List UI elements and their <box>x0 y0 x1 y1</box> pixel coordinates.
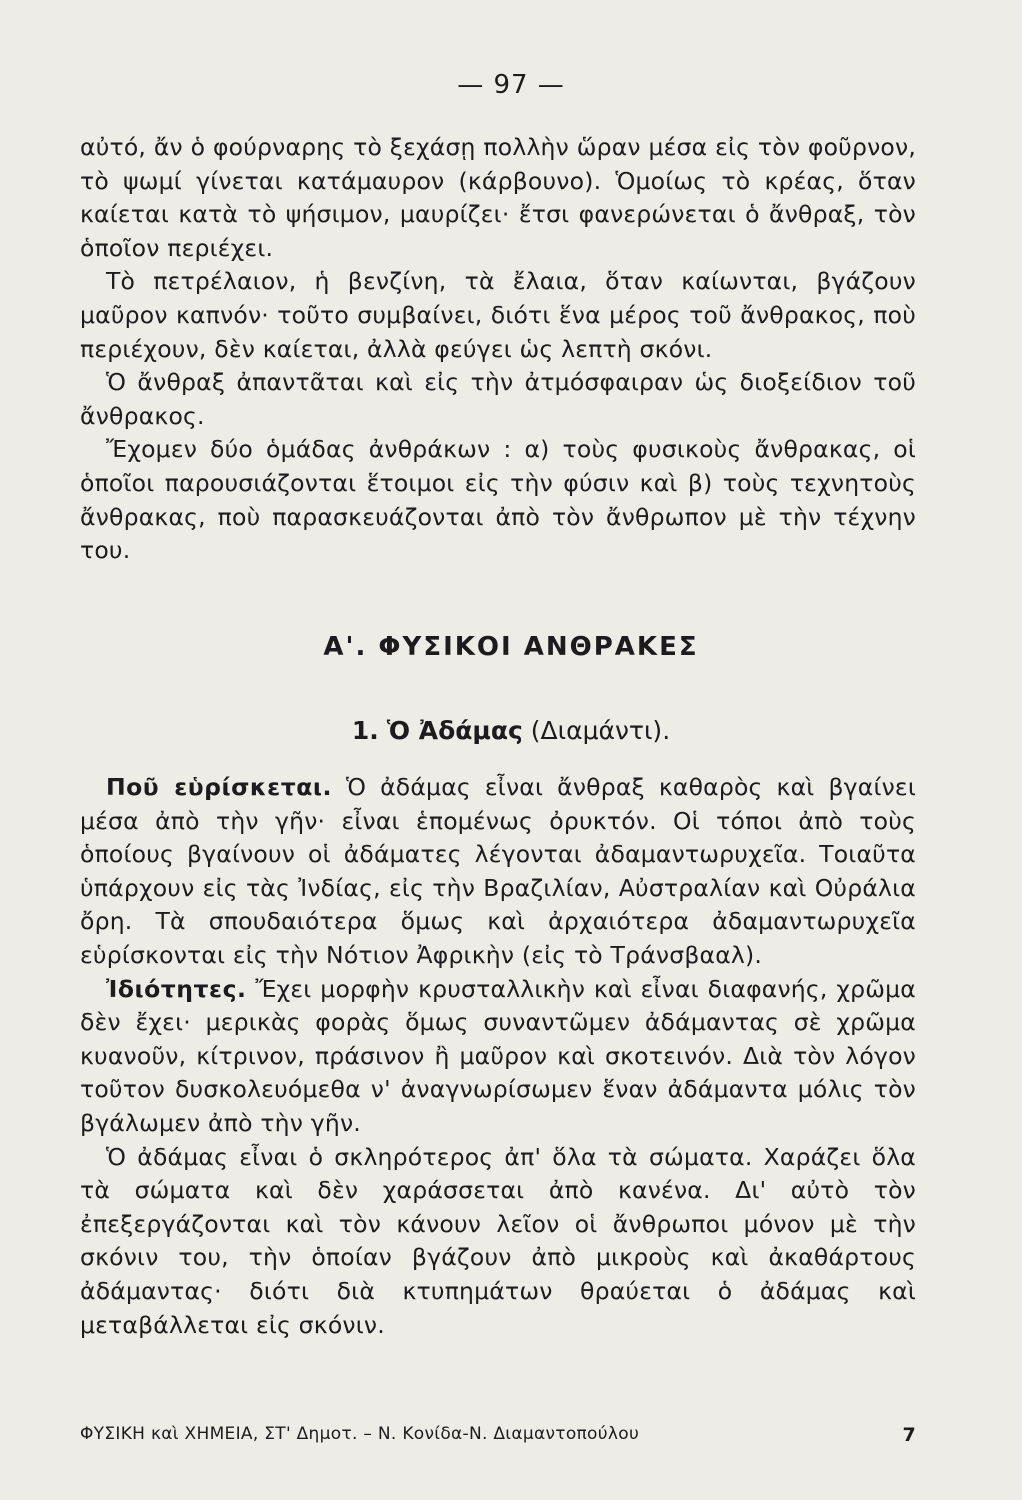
paragraph-intro-2: Τὸ πετρέλαιον, ἡ βενζίνη, τὰ ἔλαια, ὅταν καίωνται, βγάζουν μαῦρον καπνόν· τοῦτο συμβαίνει, διότι ἕνα μέρος τοῦ ἄνθρακος, ποὺ περιέχουν, δὲν καίεται, ἀλλὰ φεύγει ὡς λεπτὴ σκόνι. <box>80 267 916 363</box>
properties-text: Ἔχει μορφὴν κρυσταλλικὴν καὶ εἶναι διαφανής, χρῶμα δὲν ἔχει· μερικὰς φορὰς ὅμως συναντῶμεν ἀδάμαντας σὲ χρῶμα κυανοῦν, κίτρινον, πράσινον ἢ μαῦρον καὶ σκοτεινόν. Διὰ τὸν λόγον τοῦτον δυσκολευόμεθα ν' ἀναγνωρίσωμεν ἕναν ἀδάμαντα μόλις τὸν βγάλωμεν ἀπὸ τὴν γῆν. <box>80 974 916 1137</box>
paragraph-hardness: Ὁ ἀδάμας εἶναι ὁ σκληρότερος ἀπ' ὅλα τὰ σώματα. Χαράζει ὅλα τὰ σώματα καὶ δὲν χαράσσεται ἀπὸ κανένα. Δι' αὐτὸ τὸν ἐπεξεργάζονται καὶ τὸν κάνουν λεῖον οἱ ἄνθρωποι μόνον μὲ τὴν σκόνιν του, τὴν ὁποίαν βγάζουν ἀπὸ μικροὺς καὶ ἀκαθάρτους ἀδάμαντας· διότι διὰ κτυπημάτων θραύεται ὁ ἀδάμας καὶ μεταβάλλεται εἰς σκόνιν. <box>80 1142 916 1339</box>
paragraph-intro-4: Ἔχομεν δύο ὁμάδας ἀνθράκων : α) τοὺς φυσικοὺς ἄνθρακας, οἱ ὁποῖοι παρουσιάζονται ἕτοιμοι εἰς τὴν φύσιν καὶ β) τοὺς τεχνητοὺς ἄνθρακας, ποὺ παρασκευάζονται ἀπὸ τὸν ἄνθρωπον μὲ τὴν τέχνην του. <box>80 435 916 565</box>
where-text: Ὁ ἀδάμας εἶναι ἄνθραξ καθαρὸς καὶ βγαίνει μέσα ἀπὸ τὴν γῆν· εἶναι ἑπομένως ὀρυκτόν. Οἱ τόποι ἀπὸ τοὺς ὁποίους βγαίνουν οἱ ἀδάματες λέγονται ἀδαμαντωρυχεῖα. Τοιαῦτα ὑπάρχουν εἰς τὰς Ἰνδίας, εἰς τὴν Βραζιλίαν, Αὐστραλίαν καὶ Οὐράλια ὄρη. Τὰ σπουδαιότερα ὅμως καὶ ἀρχαιότερα ἀδαμαντωρυχεῖα εὑρίσκονται εἰς τὴν Νότιον Ἀφρικὴν (εἰς τὸ Τράνσβααλ). <box>80 773 916 969</box>
page-number: — 97 — <box>457 70 565 100</box>
section-title: Α'. ΦΥΣΙΚΟΙ ΑΝΘΡΑΚΕΣ <box>323 632 699 662</box>
main-text-block <box>80 771 916 1342</box>
subsection-alt-name: (Διαμάντι). <box>530 716 671 745</box>
subsection-number: 1. <box>351 716 379 745</box>
subsection-title <box>0 716 1022 745</box>
subsection-name: Ὁ Ἀδάμας <box>386 716 523 745</box>
paragraph-intro-3: Ὁ ἄνθραξ ἀπαντᾶται καὶ εἰς τὴν ἀτμόσφαιραν ὡς διοξείδιον τοῦ ἄνθρακος. <box>80 368 916 430</box>
where-heading: Ποῦ εὑρίσκεται. <box>106 773 332 801</box>
sheet-signature: 7 <box>902 1424 916 1446</box>
properties-heading: Ἰδιότητες. <box>106 974 247 1003</box>
page-footer <box>80 1424 916 1446</box>
intro-text-block <box>80 131 916 568</box>
paragraph-where <box>80 771 916 973</box>
paragraph-intro-1: αὐτό, ἄν ὁ φούρναρης τὸ ξεχάσῃ πολλὴν ὥραν μέσα εἰς τὸν φοῦρνον, τὸ ψωμί γίνεται κατάμαυρον (κάρβουνο). Ὁμοίως τὸ κρέας, ὅταν καίεται κατὰ τὸ ψήσιμον, μαυρίζει· ἔτσι φανερώνεται ὁ ἄνθραξ, τὸν ὁποῖον περιέχει. <box>80 133 916 262</box>
footer-credit: ΦΥΣΙΚΗ καὶ ΧΗΜΕΙΑ, ΣΤ' Δημοτ. – Ν. Κονίδα-Ν. Διαμαντοπούλου <box>80 1424 640 1444</box>
paragraph-properties <box>80 973 916 1141</box>
